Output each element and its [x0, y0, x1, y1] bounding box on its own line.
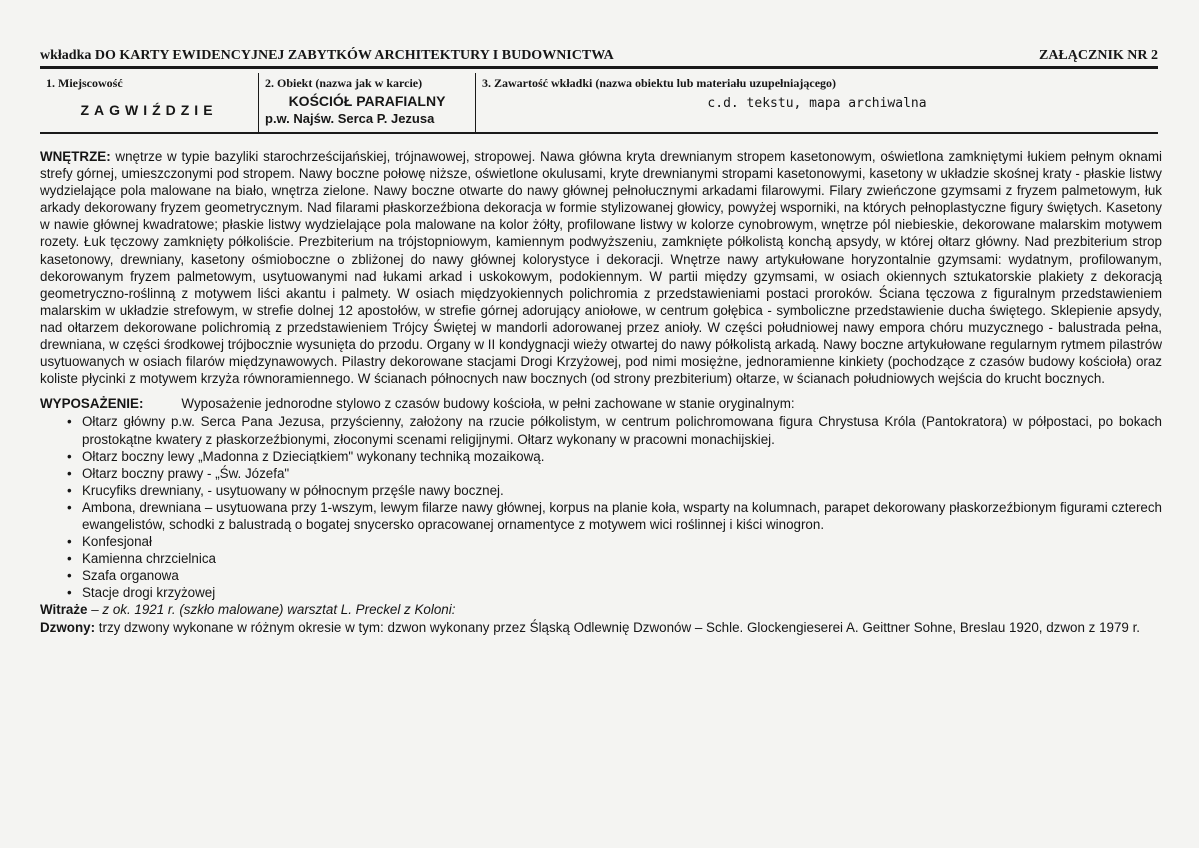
bells-section: [40, 619, 1162, 636]
locality-label: 1. Miejscowość: [46, 76, 123, 90]
list-item: • Ołtarz boczny lewy „Madonna z Dzieciątkiem" wykonany techniką mozaikową.: [40, 448, 1162, 465]
locality-cell: [40, 73, 258, 132]
interior-text: wnętrze w typie bazyliki starochrześcijańskiej, trójnawowej, stropowej. Nawa główna kryta drewnianym stropem kasetonowym, oświetlona zamkniętymi łukiem pełnym oknami strefy górnej, umieszczonymi pod stropem. Nawy boczne połowę niższe, oświetlone okulusami, kryte drewnianymi stropami kasetonowymi, kasetony w układzie skośnej kraty - płaskie listwy wydzielające pola malowane na biało, wnętrza zielone. Nawy boczne otwarte do nawy głównej pełnołucznymi arkadami filarowymi. Filary zwieńczone gzymsami z fryzem palmetowym, łuk arkady dekorowany fryzem geometrycznym. Nad filarami płaskorzeźbiona dekoracja w formie stylizowanej głowicy, powyżej wsporniki, na których pełnoplastyczne figury świętych. Kasetony w nawie głównej kwadratowe; płaskie listwy wydzielające pola malowane na kolor żółty, profilowane listwy w kolorze cynobrowym, wnętrze pól niebieskie, dekorowane malarskim motywem rozety. Łuk tęczowy zamknięty półkoliście. Prezbiterium na trójstopniowym, kamiennym podwyższeniu, zamknięte półkolistą konchą apsydy, w której ołtarz główny. Nad prezbiterium strop kasetonowy, drewniany, kasetony ośmioboczne o zbliżonej do nawy głównej kolorystyce i dekoracji. Wnętrze nawy artykułowane horyzontalnie gzymsami: wydatnym, profilowanym, dekorowanym fryzem palmetowym, usytuowanymi nad łukami arkad i uskokowym, podokiennym. W partii między gzymsami, w osiach okiennych sztukatorskie plakiety z dekoracją geometryczno-roślinną z motywem liści akantu i palmety. W osiach międzyokiennych polichromia z przedstawieniami postaci proroków. Ściana tęczowa z figuralnym przedstawieniem malarskim w układzie strefowym, w strefie dolnej 12 apostołów, w strefie górnej adorujący aniołowe, w centrum gołębica - symboliczne przedstawienie ducha świętego. Sklepienie apsydy, nad ołtarzem dekorowane polichromią z przedstawieniem Trójcy Świętej w mandorli adorowanej przez anioły. W części południowej nawy empora chóru muzycznego - balustrada pełna, drewniana, w części środkowej trójbocznie wysunięta do przodu. Organy w II kondygnacji wieży otwartej do nawy półkolistą arkadą. Nawy boczne artykułowane regularnym rytmem pilastrów usytuowanych w osiach filarów międzynawowych. Pilastry dekorowane stacjami Drogi Krzyżowej, pod nimi mosiężne, jednoramienne kinkiety (pochodzące z czasów budowy kościoła) oraz koliste płycinki z motywem krzyża równoramiennego. W ścianach północnych naw bocznych (od strony prezbiterium) ołtarze, w ścianach południowych wejścia do krucht bocznych.: [40, 149, 1162, 387]
bells-text: trzy dzwony wykonane w różnym okresie w tym: dzwon wykonany przez Śląską Odlewnię Dzwonów – Schle. Glockengieserei A. Geittner Sohne, Breslau 1920, dzwon z 1979 r.: [95, 619, 1141, 635]
object-label: 2. Obiekt (nazwa jak w karcie): [265, 76, 423, 90]
attachment-number: ZAŁĄCZNIK NR 2: [1038, 48, 1158, 63]
stained-glass-heading: Witraże: [40, 602, 88, 618]
furnishings-header-line: [40, 395, 1162, 412]
furnishings-list: [40, 413, 1162, 601]
list-item: • Ołtarz główny p.w. Serca Pana Jezusa, przyścienny, założony na rzucie półkolistym, w centrum polichromowana figura Chrystusa Króla (Pantokratora) w półpostaci, po bokach prostokątne kwatery z płaskorzeźbionymi, złoconymi scenami religijnymi. Ołtarz wykonany w pracowni monachijskiej.: [40, 413, 1162, 447]
object-value-dedication: p.w. Najśw. Serca P. Jezusa: [265, 111, 435, 126]
list-item: • Krucyfiks drewniany, - usytuowany w północnym przęśle nawy bocznej.: [40, 482, 1162, 499]
contents-cell: [476, 73, 1158, 132]
list-item: • Kamienna chrzcielnica: [40, 550, 1162, 567]
stained-glass-section: [40, 601, 1162, 618]
stained-glass-text: – z ok. 1921 r. (szkło malowane) warsztat L. Preckel z Koloni:: [87, 602, 456, 618]
contents-label: 3. Zawartość wkładki (nazwa obiektu lub materiału uzupełniającego): [482, 76, 837, 90]
contents-value: c.d. tekstu, mapa archiwalna: [707, 96, 927, 111]
interior-heading: WNĘTRZE:: [40, 149, 111, 164]
furnishings-heading: WYPOSAŻENIE:: [40, 396, 144, 412]
list-item: • Konfesjonał: [40, 533, 1162, 550]
document-body: [40, 148, 1162, 636]
bells-heading: Dzwony:: [40, 619, 96, 635]
list-item: • Ołtarz boczny prawy - „Św. Józefa": [40, 465, 1162, 482]
header-rule: [40, 66, 1158, 69]
list-item: • Ambona, drewniana – usytuowana przy 1-wszym, lewym filarze nawy głównej, korpus na planie koła, wsparty na kolumnach, parapet dekorowany płaskorzeźbionym figurami czterech ewangelistów, schodki z balustradą o bogatej snycersko opracowanej ornamentyce z motywem wici roślinnej i kiści winogron.: [40, 499, 1162, 533]
furnishings-section: [40, 395, 1162, 601]
record-form-table: [40, 73, 1158, 134]
object-cell: [258, 73, 476, 132]
header-title: wkładka DO KARTY EWIDENCYJNEJ ZABYTKÓW ARCHITEKTURY I BUDOWNICTWA: [40, 48, 614, 63]
object-value-name: KOŚCIÓŁ PARAFIALNY: [288, 93, 446, 109]
locality-value: ZAGWIŹDZIE: [80, 102, 218, 118]
interior-section: [40, 148, 1162, 387]
page-header: [40, 48, 1158, 64]
furnishings-intro: Wyposażenie jednorodne stylowo z czasów budowy kościoła, w pełni zachowane w stanie oryginalnym:: [181, 396, 795, 412]
list-item: • Szafa organowa: [40, 567, 1162, 584]
list-item: • Stacje drogi krzyżowej: [40, 584, 1162, 601]
